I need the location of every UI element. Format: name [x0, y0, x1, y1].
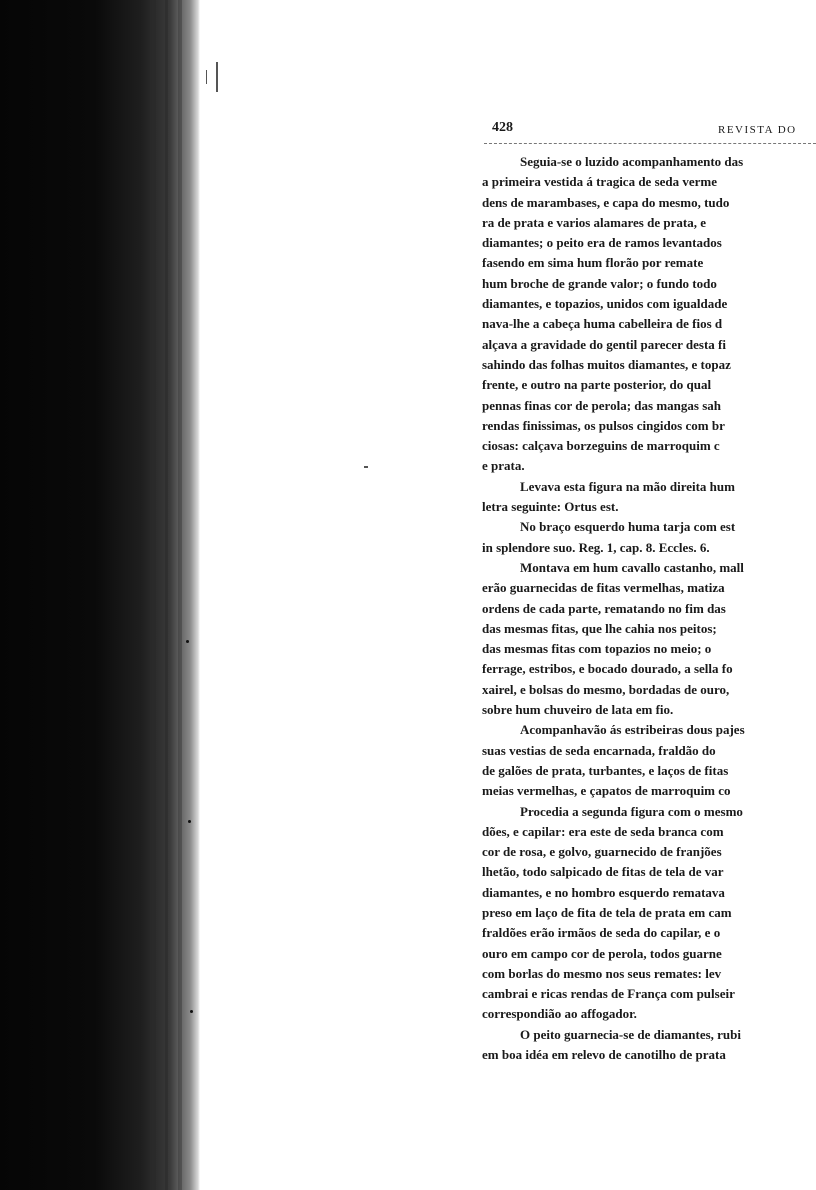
- text-line: O peito guarnecia-se de diamantes, rubi: [520, 1026, 741, 1042]
- text-line: ra de prata e varios alamares de prata, e: [482, 214, 706, 230]
- text-line: hum broche de grande valor; o fundo todo: [482, 275, 717, 291]
- text-line: das mesmas fitas, que lhe cahia nos peitos;: [482, 620, 717, 636]
- text-line: in splendore suo. Reg. 1, cap. 8. Eccles. 6.: [482, 539, 710, 555]
- binding-streak: [165, 0, 168, 1190]
- text-line: em boa idéa em relevo de canotilho de prata: [482, 1047, 726, 1063]
- text-line: erão guarnecidas de fitas vermelhas, matiza: [482, 580, 725, 596]
- binding-streak: [150, 0, 156, 1190]
- text-line: ordens de cada parte, rematando no fim das: [482, 600, 726, 616]
- page-header: [492, 120, 816, 142]
- text-line: das mesmas fitas com topazios no meio; o: [482, 641, 712, 657]
- text-line: Procedia a segunda figura com o mesmo: [520, 803, 743, 819]
- text-line: sobre hum chuveiro de lata em fio.: [482, 702, 674, 718]
- binding-streak: [178, 0, 182, 1190]
- text-line: fasendo em sima hum florão por remate: [482, 255, 704, 271]
- text-line: diamantes, e no hombro esquerdo rematava: [482, 884, 725, 900]
- binding-fleck: [186, 640, 189, 643]
- text-line: cambrai e ricas rendas de França com pulseir: [482, 986, 735, 1002]
- text-line: Levava esta figura na mão direita hum: [520, 478, 735, 494]
- text-line: e prata.: [482, 458, 525, 474]
- text-line: Montava em hum cavallo castanho, mall: [520, 559, 744, 575]
- text-line: frente, e outro na parte posterior, do qual: [482, 377, 712, 393]
- text-line: ciosas: calçava borzeguins de marroquim c: [482, 438, 720, 454]
- text-line: nava-lhe a cabeça huma cabelleira de fios d: [482, 316, 723, 332]
- text-line: xairel, e bolsas do mesmo, bordadas de ouro,: [482, 681, 730, 697]
- text-line: dens de marambases, e capa do mesmo, tudo: [482, 194, 730, 210]
- header-rule: [484, 143, 816, 145]
- text-line: dões, e capilar: era este de seda branca com: [482, 823, 724, 839]
- page-edge-mark: [216, 62, 218, 92]
- text-line: letra seguinte: Ortus est.: [482, 499, 619, 515]
- text-line: alçava a gravidade do gentil parecer desta fi: [482, 336, 726, 352]
- book-binding-shadow: [0, 0, 200, 1190]
- binding-fleck: [188, 820, 191, 823]
- text-line: lhetão, todo salpicado de fitas de tela de var: [482, 864, 724, 880]
- text-line: diamantes, e topazios, unidos com igualdade: [482, 296, 728, 312]
- text-line: ferrage, estribos, e bocado dourado, a sella fo: [482, 661, 733, 677]
- text-line: cor de rosa, e golvo, guarnecido de franjões: [482, 844, 722, 860]
- text-line: Acompanhavão ás estribeiras dous pajes: [520, 722, 745, 738]
- text-line: fraldões erão irmãos de seda do capilar, e o: [482, 925, 721, 941]
- running-head: REVISTA DO: [718, 124, 797, 136]
- body-text: [482, 152, 816, 1065]
- text-line: meias vermelhas, e çapatos de marroquim co: [482, 783, 731, 799]
- page-edge-mark: [206, 70, 207, 84]
- text-line: com borlas do mesmo nos seus remates: lev: [482, 965, 722, 981]
- binding-fleck: [190, 1010, 193, 1013]
- text-line: pennas finas cor de perola; das mangas sah: [482, 397, 721, 413]
- page-number: 428: [492, 120, 513, 135]
- text-line: diamantes; o peito era de ramos levantados: [482, 235, 722, 251]
- text-line: No braço esquerdo huma tarja com est: [520, 519, 736, 535]
- page-speck: [364, 466, 368, 468]
- text-line: preso em laço de fita de tela de prata em cam: [482, 904, 732, 920]
- text-line: suas vestias de seda encarnada, fraldão do: [482, 742, 716, 758]
- text-line: sahindo das folhas muitos diamantes, e topaz: [482, 356, 731, 372]
- text-line: correspondião ao affogador.: [482, 1006, 637, 1022]
- text-line: rendas finissimas, os pulsos cingidos com br: [482, 417, 725, 433]
- text-line: de galões de prata, turbantes, e laços de fitas: [482, 762, 729, 778]
- text-line: ouro em campo cor de perola, todos guarne: [482, 945, 722, 961]
- text-line: a primeira vestida á tragica de seda verme: [482, 174, 718, 190]
- text-line: Seguia-se o luzido acompanhamento das: [520, 154, 744, 169]
